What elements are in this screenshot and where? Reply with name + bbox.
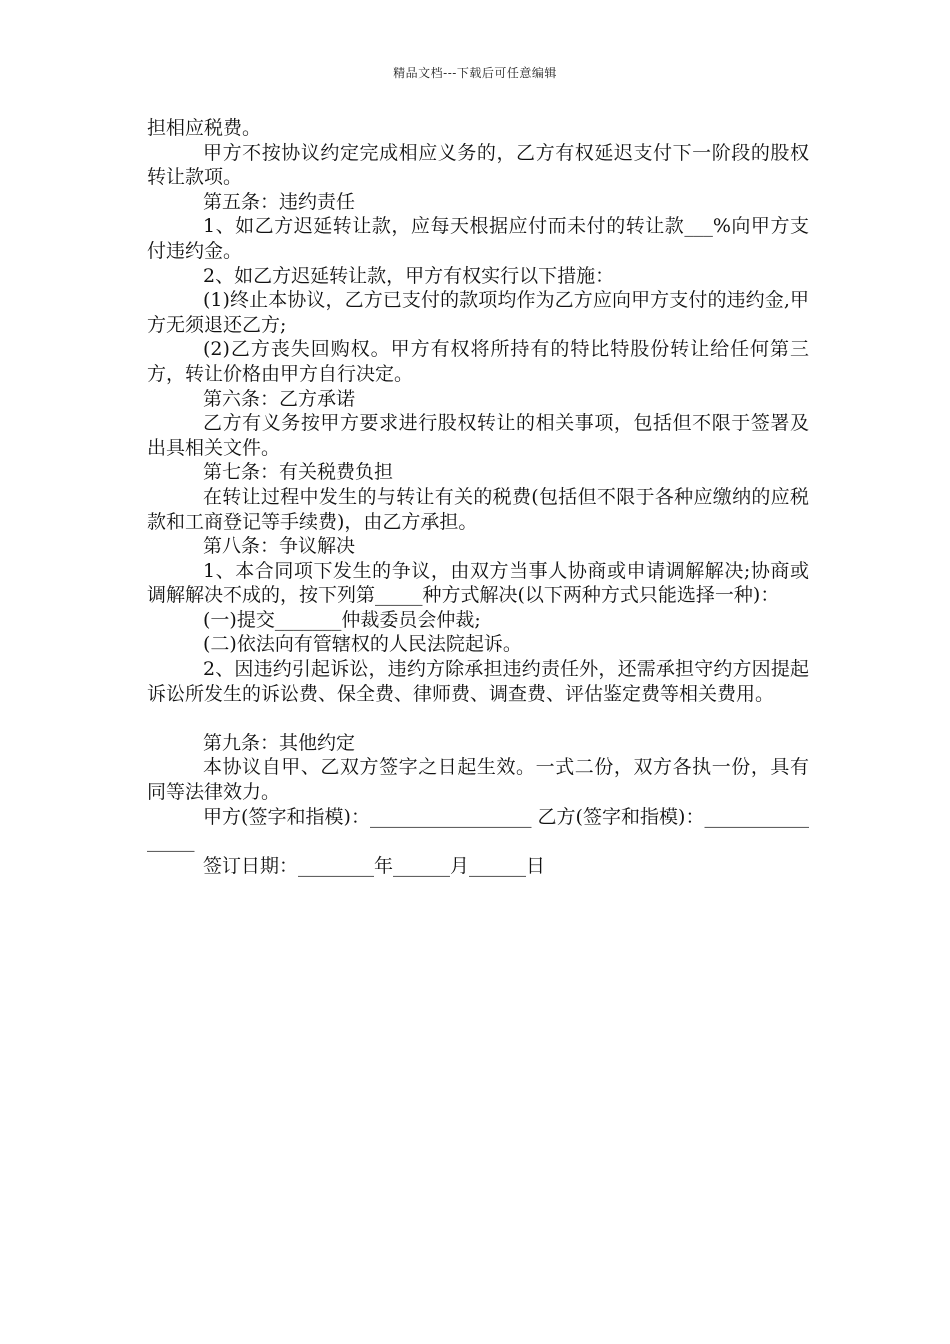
paragraph-9: 本协议自甲、乙双方签字之日起生效。一式二份，双方各执一份，具有同等法律效力。 <box>147 756 809 804</box>
page-header: 精品文档---下载后可任意编辑 <box>393 66 557 80</box>
paragraph-delay-payment: 甲方不按协议约定完成相应义务的，乙方有权延迟支付下一阶段的股权转让款项。 <box>147 141 809 189</box>
blank-line <box>147 706 809 731</box>
section-heading-8: 第八条：争议解决 <box>203 535 356 558</box>
paragraph-5-2-1: (1)终止本协议，乙方已支付的款项均作为乙方应向甲方支付的违约金,甲方无须退还乙方; <box>147 289 809 336</box>
paragraph-8-1: 1、本合同项下发生的争议，由双方当事人协商或申请调解解决;协商或调解解决不成的，按下列第_____种方式解决(以下两种方式只能选择一种)： <box>147 559 809 607</box>
signing-date-line: 签订日期：________年______月______日 <box>203 854 546 877</box>
paragraph-8-2: 2、因违约引起诉讼，违约方除承担违约责任外，还需承担守约方因提起诉讼所发生的诉讼费、保全费、律师费、调查费、评估鉴定费等相关费用。 <box>147 658 809 705</box>
section-heading-9: 第九条：其他约定 <box>203 731 356 754</box>
section-heading-6: 第六条：乙方承诺 <box>203 387 356 410</box>
paragraph-8-option-1: (一)提交_______仲裁委员会仲裁; <box>203 608 481 631</box>
paragraph-6: 乙方有义务按甲方要求进行股权转让的相关事项，包括但不限于签署及出具相关文件。 <box>147 412 809 459</box>
paragraph-5-1: 1、如乙方迟延转让款，应每天根据应付而未付的转让款___%向甲方支付违约金。 <box>147 215 809 262</box>
paragraph-8-option-2: (二)依法向有管辖权的人民法院起诉。 <box>203 633 522 656</box>
section-heading-7: 第七条：有关税费负担 <box>203 461 394 484</box>
signature-line: 甲方(签字和指模)：_________________ 乙方(签字和指模)：________________ <box>147 805 809 853</box>
paragraph-5-2-2: (2)乙方丧失回购权。甲方有权将所持有的特比特股份转让给任何第三方，转让价格由甲方自行决定。 <box>147 338 809 385</box>
paragraph-tax-continuation: 担相应税费。 <box>147 117 262 139</box>
paragraph-7: 在转让过程中发生的与转让有关的税费(包括但不限于各种应缴纳的应税款和工商登记等手续费)，由乙方承担。 <box>147 485 809 533</box>
paragraph-5-2: 2、如乙方迟延转让款，甲方有权实行以下措施： <box>203 264 615 287</box>
section-heading-5: 第五条：违约责任 <box>203 190 356 213</box>
document-body <box>147 116 809 878</box>
